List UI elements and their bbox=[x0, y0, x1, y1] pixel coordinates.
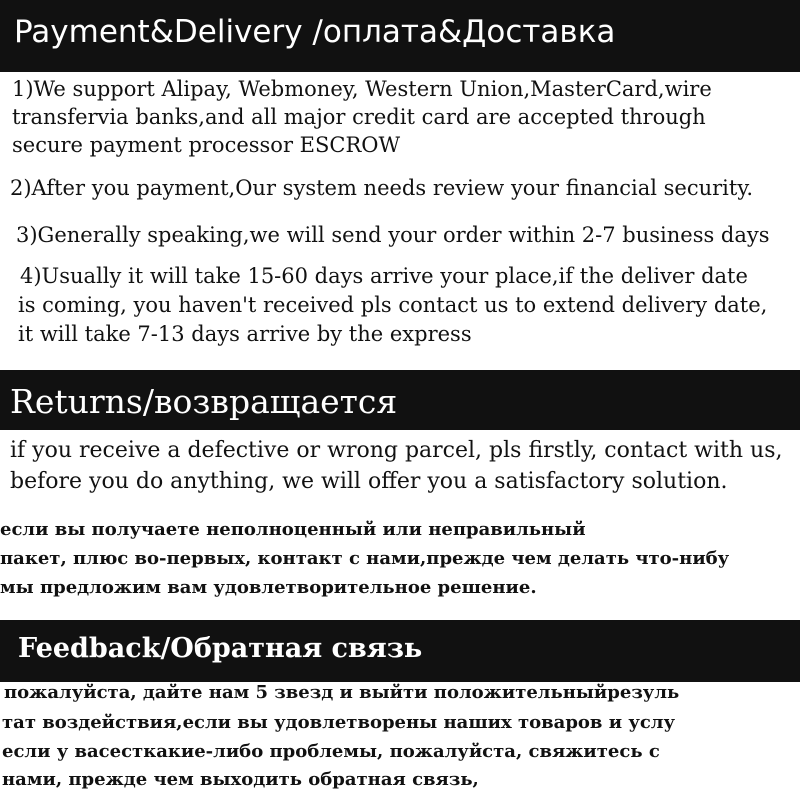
feedback-line-1: пожалуйста, дайте нам 5 звезд и выйти положительныйрезуль bbox=[4, 682, 680, 703]
returns-russian-line-1: если вы получаете неполноценный или неправильный bbox=[0, 519, 586, 540]
returns-english-line-1: if you receive a defective or wrong parcel, pls firstly, contact with us, bbox=[10, 438, 783, 463]
feedback-title: Feedback/Обратная связь bbox=[18, 633, 423, 664]
returns-russian-line-2: пакет, плюс во-первых, контакт с нами,прежде чем делать что-нибу bbox=[0, 548, 730, 569]
returns-header bbox=[0, 370, 800, 430]
feedback-line-3: если у васесткакие-либо проблемы, пожалуйста, свяжитесь с bbox=[2, 741, 660, 762]
payment-item-1-line-2: transfervia banks,and all major credit card are accepted through bbox=[12, 105, 706, 129]
payment-item-4-line-3: it will take 7-13 days arrive by the express bbox=[18, 322, 472, 346]
payment-item-3: 3)Generally speaking,we will send your order within 2-7 business days bbox=[16, 223, 770, 247]
payment-item-4-line-2: is coming, you haven't received pls contact us to extend delivery date, bbox=[18, 293, 768, 317]
payment-delivery-title: Payment&Delivery /оплата&Доставка bbox=[14, 14, 616, 50]
returns-russian-line-3: мы предложим вам удовлетворительное решение. bbox=[0, 577, 537, 598]
feedback-line-4: нами, прежде чем выходить обратная связь, bbox=[2, 769, 479, 790]
payment-delivery-header bbox=[0, 0, 800, 72]
feedback-header bbox=[0, 620, 800, 682]
feedback-line-2: тат воздействия,если вы удовлетворены наших товаров и услу bbox=[2, 712, 676, 733]
payment-item-1-line-1: 1)We support Alipay, Webmoney, Western Union,MasterCard,wire bbox=[12, 77, 712, 101]
payment-item-2: 2)After you payment,Our system needs review your financial security. bbox=[10, 176, 754, 200]
payment-item-4-line-1: 4)Usually it will take 15-60 days arrive your place,if the deliver date bbox=[20, 264, 748, 288]
returns-title: Returns/возвращается bbox=[10, 382, 398, 421]
payment-item-1-line-3: secure payment processor ESCROW bbox=[12, 133, 401, 157]
returns-english-line-2: before you do anything, we will offer you a satisfactory solution. bbox=[10, 469, 728, 494]
